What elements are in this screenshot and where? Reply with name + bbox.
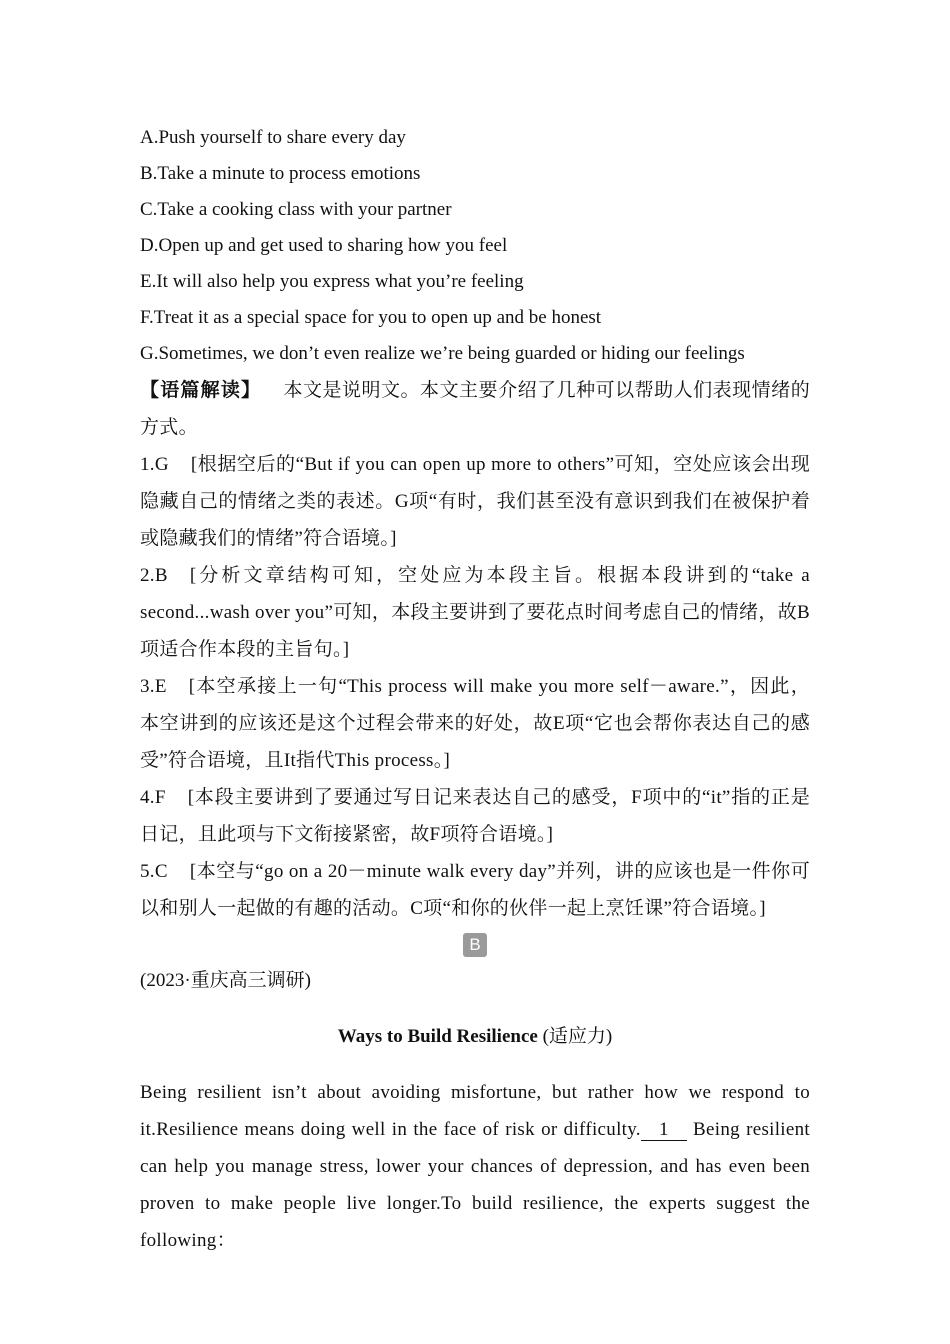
answer-item (140, 779, 810, 853)
answer-list (140, 446, 810, 927)
option-c: C.Take a cooking class with your partner (140, 199, 452, 220)
passage-title-text: Ways to Build Resilience (337, 1026, 538, 1047)
answer-item (140, 668, 810, 779)
blank-1: 1 (641, 1120, 687, 1141)
answer-explanation: [本空承接上一句“This process will make you more self－aware.”，因此，本空讲到的应该还是这个过程会带来的好处，故E项“它也会帮你表达自己的感受”符合语境，且It指代This process。] (140, 676, 810, 771)
analysis-text: 本文是说明文。本文主要介绍了几种可以帮助人们表现情绪的方式。 (140, 380, 810, 438)
option-g: G.Sometimes, we don’t even realize we’re being guarded or hiding our feelings (140, 343, 745, 364)
options-list (140, 120, 810, 372)
answer-key: 5.C (140, 861, 168, 882)
answer-key: 2.B (140, 565, 168, 586)
option-b: B.Take a minute to process emotions (140, 163, 421, 184)
answer-explanation: [本段主要讲到了要通过写日记来表达自己的感受，F项中的“it”指的正是日记，且此项与下文衔接紧密，故F项符合语境。] (140, 787, 810, 845)
answer-explanation: [分析文章结构可知，空处应为本段主旨。根据本段讲到的“take a second...wash over you”可知，本段主要讲到了要花点时间考虑自己的情绪，故B项适合作本段的主旨句。] (140, 565, 810, 660)
answer-key: 3.E (140, 676, 167, 697)
document-content (140, 120, 810, 1259)
section-badge-row (140, 927, 810, 963)
answer-item (140, 557, 810, 668)
option-d: D.Open up and get used to sharing how you feel (140, 235, 508, 256)
passage-title-note: (适应力) (537, 1026, 613, 1047)
section-badge: B (463, 933, 487, 957)
answer-item (140, 853, 810, 927)
option-e: E.It will also help you express what you’re feeling (140, 271, 524, 292)
answer-item (140, 446, 810, 557)
option-a: A.Push yourself to share every day (140, 127, 406, 148)
passage-text-after: Being resilient can help you manage stress, lower your chances of depression, and has even been proven to make people live longer.To build resilience, the experts suggest the following： (140, 1119, 810, 1251)
passage-paragraph (140, 1074, 810, 1259)
option-f: F.Treat it as a special space for you to open up and be honest (140, 307, 602, 328)
answer-explanation: [根据空后的“But if you can open up more to others”可知，空处应该会出现隐藏自己的情绪之类的表述。G项“有时，我们甚至没有意识到我们在被保护着或隐藏我们的情绪”符合语境。] (140, 454, 810, 549)
answer-key: 4.F (140, 787, 166, 808)
answer-explanation: [本空与“go on a 20－minute walk every day”并列，讲的应该也是一件你可以和别人一起做的有趣的活动。C项“和你的伙伴一起上烹饪课”符合语境。] (140, 861, 810, 919)
passage-title (140, 1018, 810, 1055)
analysis-paragraph (140, 372, 810, 446)
analysis-label: 【语篇解读】 (140, 380, 262, 401)
source-note: (2023·重庆高三调研) (140, 970, 311, 991)
passage-text-before: Being resilient isn’t about avoiding misfortune, but rather how we respond to it.Resilience means doing well in the face of risk or difficulty. (140, 1082, 810, 1140)
answer-key: 1.G (140, 454, 169, 475)
